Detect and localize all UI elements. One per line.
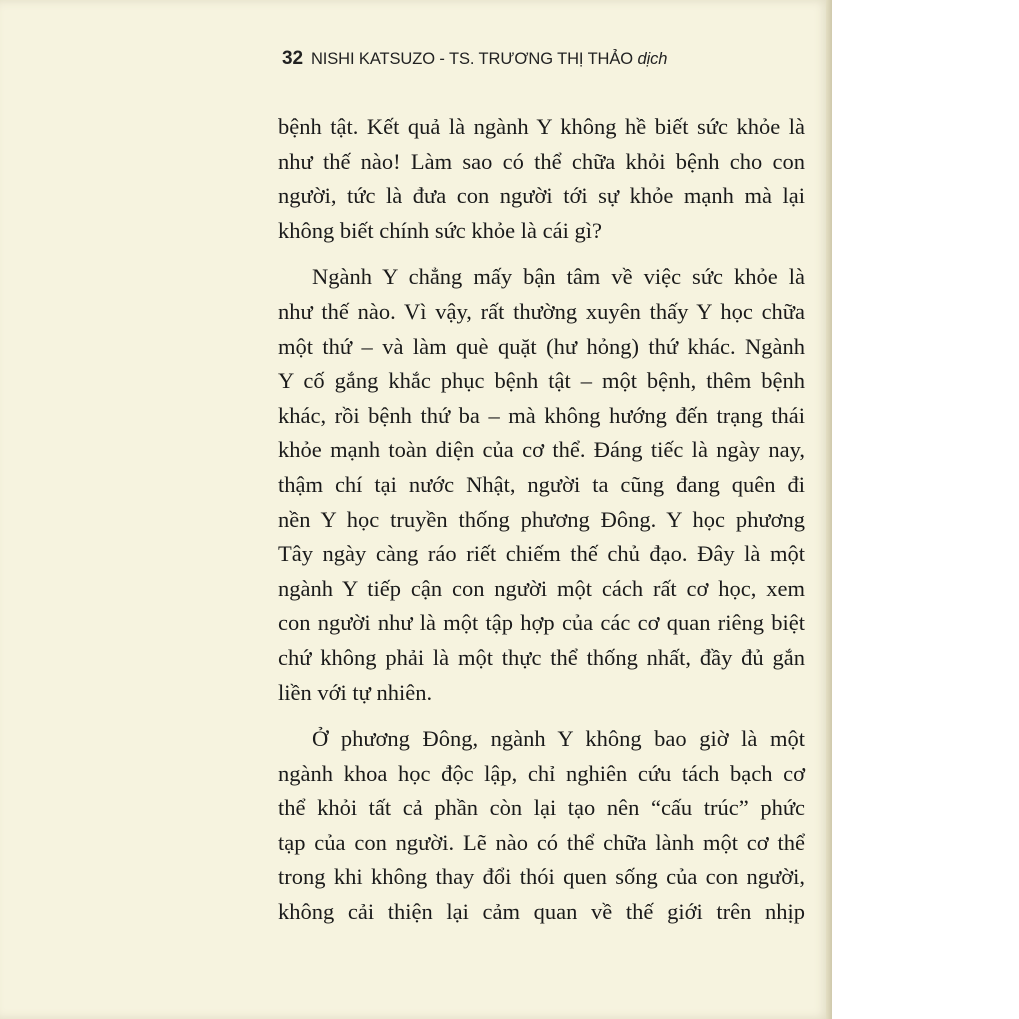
- page-number: 32: [282, 48, 303, 69]
- text-line: khỏe mạnh toàn diện của cơ thể. Đáng tiếc là ngày nay,: [278, 437, 805, 463]
- body-text: [278, 110, 805, 930]
- text-line: thể khỏi tất cả phần còn lại tạo nên “cấu trúc” phức: [278, 795, 805, 821]
- paragraph: [278, 110, 805, 248]
- text-line: một thứ – và làm què quặt (hư hỏng) thứ khác. Ngành: [278, 333, 805, 359]
- text-line: không cải thiện lại cảm quan về thế giới trên nhịp: [278, 899, 805, 925]
- text-line: nền Y học truyền thống phương Đông. Y học phương: [278, 506, 805, 532]
- text-line: như thế nào. Vì vậy, rất thường xuyên thấy Y học chữa: [278, 298, 805, 324]
- text-line: chứ không phải là một thực thể thống nhất, đầy đủ gắn: [278, 644, 805, 670]
- header-credit: NISHI KATSUZO - TS. TRƯƠNG THỊ THẢO: [310, 50, 634, 68]
- text-line: Tây ngày càng ráo riết chiếm thế chủ đạo. Đây là một: [278, 541, 805, 567]
- text-line: ngành khoa học độc lập, chỉ nghiên cứu tách bạch cơ: [278, 760, 805, 786]
- paragraph: [278, 260, 805, 710]
- text-line: người, tức là đưa con người tới sự khỏe mạnh mà lại: [278, 183, 805, 209]
- text-line: khác, rồi bệnh thứ ba – mà không hướng đến trạng thái: [278, 402, 805, 428]
- text-line: ngành Y tiếp cận con người một cách rất cơ học, xem: [278, 575, 805, 601]
- text-line: trong khi không thay đổi thói quen sống của con người,: [278, 864, 805, 890]
- text-line: không biết chính sức khỏe là cái gì?: [278, 217, 602, 243]
- text-line: liền với tự nhiên.: [278, 679, 433, 705]
- header-credit-verb: dịch: [637, 50, 668, 68]
- text-line: con người như là một tập hợp của các cơ quan riêng biệt: [278, 610, 805, 636]
- text-line: Ngành Y chẳng mấy bận tâm về việc sức khỏe là: [312, 264, 805, 290]
- text-line: bệnh tật. Kết quả là ngành Y không hề biết sức khỏe là: [278, 114, 805, 139]
- paragraph: [278, 722, 805, 930]
- text-line: tạp của con người. Lẽ nào có thể chữa lành một cơ thể: [278, 829, 805, 855]
- running-header: [282, 48, 667, 70]
- text-line: như thế nào! Làm sao có thể chữa khỏi bệnh cho con: [278, 148, 805, 174]
- page-edge: [826, 0, 832, 1019]
- text-line: thậm chí tại nước Nhật, người ta cũng đang quên đi: [278, 471, 805, 497]
- text-line: Ở phương Đông, ngành Y không bao giờ là một: [312, 726, 805, 752]
- text-line: Y cố gắng khắc phục bệnh tật – một bệnh, thêm bệnh: [278, 368, 805, 394]
